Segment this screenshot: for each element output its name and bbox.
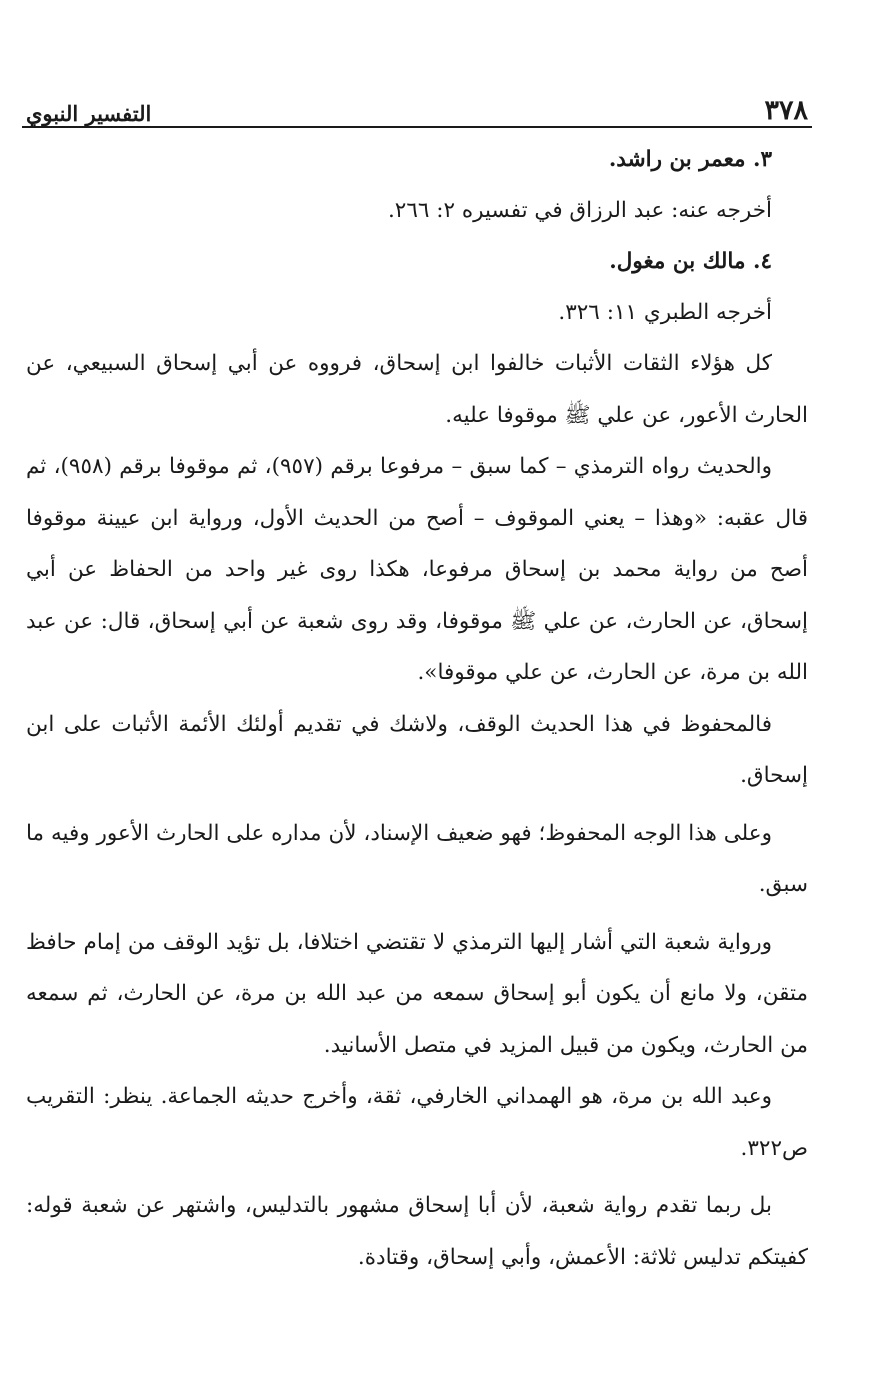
narrator-item-4-source: أخرجه الطبري ١١: ٣٢٦. bbox=[558, 300, 772, 325]
paragraph-5: ورواية شعبة التي أشار إليها الترمذي لا تقتضي اختلافا، بل تؤيد الوقف من إمام حافظ متقن، ولا مانع أن يكون أبو إسحاق سمعه من عبد الله بن مرة، عن الحارث، ثم سمعه من الحارث، ويكون من قبيل المزيد في متصل الأسانيد. bbox=[26, 929, 808, 1058]
paragraph-3: فالمحفوظ في هذا الحديث الوقف، ولاشك في تقديم أولئك الأئمة الأثبات على ابن إسحاق. bbox=[26, 711, 808, 788]
narrator-item-3-source: أخرجه عنه: عبد الرزاق في تفسيره ٢: ٢٦٦. bbox=[387, 198, 772, 223]
page-header bbox=[22, 84, 812, 128]
running-title: التفسير النبوي bbox=[26, 101, 152, 126]
book-page bbox=[22, 84, 812, 1283]
narrator-item-4: ٤. مالك بن مغول. bbox=[609, 249, 772, 274]
paragraph-1: كل هؤلاء الثقات الأثبات خالفوا ابن إسحاق، فرووه عن أبي إسحاق السبيعي، عن الحارث الأعور، عن علي ﷺ موقوفا عليه. bbox=[26, 351, 808, 428]
narrator-item-3: ٣. معمر بن راشد. bbox=[608, 147, 772, 172]
paragraph-6: وعبد الله بن مرة، هو الهمداني الخارفي، ثقة، وأخرج حديثه الجماعة. ينظر: التقريب ص٣٢٢. bbox=[26, 1084, 808, 1161]
paragraph-2: والحديث رواه الترمذي – كما سبق – مرفوعا برقم (٩٥٧)، ثم موقوفا برقم (٩٥٨)، ثم قال عقبه: «وهذا – يعني الموقوف – أصح من الحديث الأول، ورواية ابن عيينة موقوفا أصح من رواية محمد بن إسحاق مرفوعا، هكذا روى غير واحد من الحفاظ عن أبي إسحاق، عن الحارث، عن علي ﷺ موقوفا، وقد روى شعبة عن أبي إسحاق، قال: عن عبد الله بن مرة، عن الحارث، عن علي موقوفا». bbox=[26, 454, 808, 685]
page-body bbox=[22, 134, 812, 1283]
paragraph-7: بل ربما تقدم رواية شعبة، لأن أبا إسحاق مشهور بالتدليس، واشتهر عن شعبة قوله: كفيتكم تدليس ثلاثة: الأعمش، وأبي إسحاق، وقتادة. bbox=[26, 1193, 808, 1270]
paragraph-4: وعلى هذا الوجه المحفوظ؛ فهو ضعيف الإسناد، لأن مداره على الحارث الأعور وفيه ما سبق. bbox=[26, 820, 808, 897]
page-number: ٣٧٨ bbox=[764, 95, 808, 126]
